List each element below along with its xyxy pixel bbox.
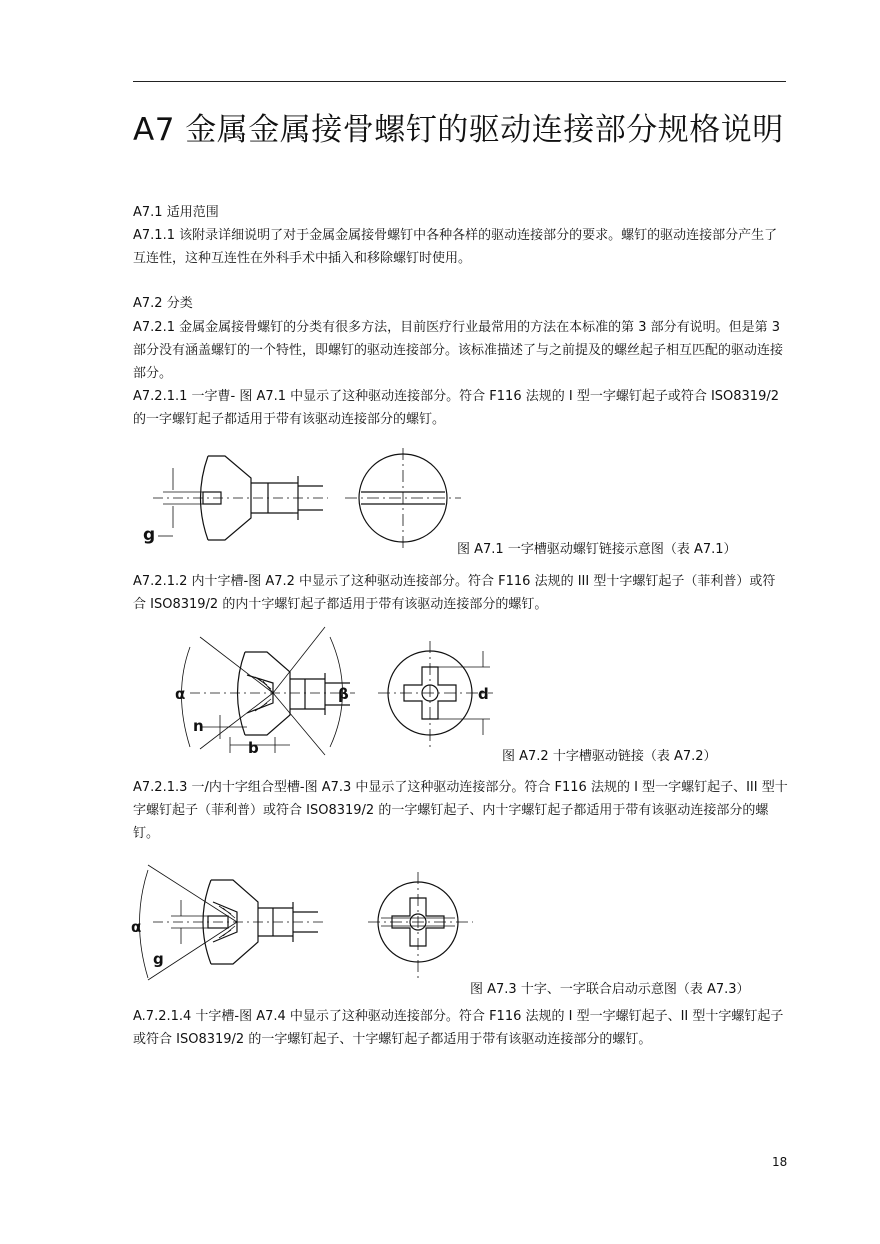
paragraph-a7-2-1-4: A.7.2.1.4 十字槽-图 A7.4 中显示了这种驱动连接部分。符合 F116 法规的 I 型一字螺钉起子、II 型十字螺钉起子 或符合 ISO8319/2 的一字螺钉起子、十字螺钉起子都适用于带有该驱动连接部分的螺钉。: [133, 1009, 784, 1047]
svg-text:g: g: [143, 525, 156, 545]
figure-a7-2-caption: 图 A7.2 十字槽驱动链接（表 A7.2）: [502, 749, 717, 764]
paragraph-a7-2-1-2: A7.2.1.2 内十字槽-图 A7.2 中显示了这种驱动连接部分。符合 F116 法规的 III 型十字螺钉起子（菲利普）或符合 ISO8319/2 的内十字螺钉起子都适用于带有该驱动连接部分的螺钉。: [133, 574, 776, 612]
figure-a7-2-label-beta: β: [338, 685, 349, 703]
figure-a7-2-label-b: b: [248, 739, 259, 757]
section-a7-2-heading: A7.2 分类: [133, 296, 193, 311]
page-title: A7 金属金属接骨螺钉的驱动连接部分规格说明: [133, 112, 784, 148]
paragraph-a7-2-1-1: A7.2.1.1 一字曹- 图 A7.1 中显示了这种驱动连接部分。符合 F116 法规的 I 型一字螺钉起子或符合 ISO8319/2 的一字螺钉起子都适用于带有该驱动连接部分的螺钉。: [133, 389, 780, 427]
figure-a7-2-label-alpha: α: [175, 685, 186, 703]
header-rule: [133, 81, 786, 82]
figure-a7-2-label-n: n: [193, 717, 204, 735]
figure-a7-2-cross-recess-drive: [175, 627, 505, 755]
figure-a7-1-label-g: [141, 522, 161, 546]
figure-a7-3-label-alpha: α: [131, 918, 142, 936]
figure-a7-3-caption: 图 A7.3 十字、一字联合启动示意图（表 A7.3）: [470, 982, 750, 997]
figure-a7-2-label-d: d: [478, 685, 489, 703]
paragraph-a7-2-1-3: A7.2.1.3 一/内十字组合型槽-图 A7.3 中显示了这种驱动连接部分。符合 F116 法规的 I 型一字螺钉起子、III 型十字螺钉起子（菲利普）或符合 ISO8319/2 的一字螺钉起子、内十字螺钉起子都适用于带有该驱动连接部分的螺钉。: [133, 780, 788, 841]
figure-a7-1-caption: 图 A7.1 一字槽驱动螺钉链接示意图（表 A7.1）: [457, 542, 737, 557]
figure-a7-3-label-g: g: [153, 950, 164, 968]
figure-a7-1-slotted-drive: [133, 448, 473, 558]
section-a7-1-heading: A7.1 适用范围: [133, 205, 219, 220]
paragraph-a7-1-1: A7.1.1 该附录详细说明了对于金属金属接骨螺钉中各种各样的驱动连接部分的要求。螺钉的驱动连接部分产生了互连性，这种互连性在外科手术中插入和移除螺钉时使用。: [133, 228, 778, 266]
page-number: 18: [772, 1155, 788, 1169]
paragraph-a7-2-1: A7.2.1 金属金属接骨螺钉的分类有很多方法，目前医疗行业最常用的方法在本标准的第 3 部分有说明。但是第 3 部分没有涵盖螺钉的一个特性，即螺钉的驱动连接部分。该标准描述了与之前提及的螺丝起子相互匹配的驱动连接部分。: [133, 320, 784, 381]
figure-a7-3-combination-drive: [133, 860, 473, 985]
